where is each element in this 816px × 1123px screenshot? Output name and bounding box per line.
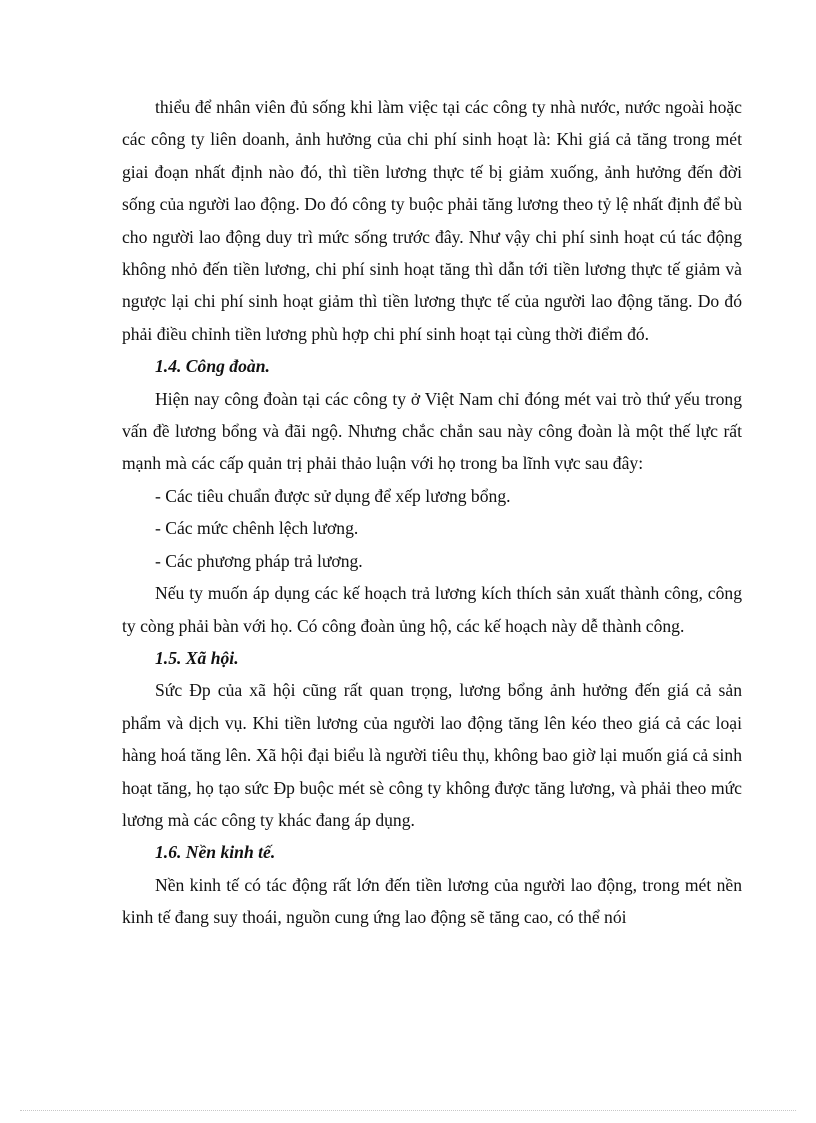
list-item: - Các phương pháp trả lương.	[155, 550, 363, 571]
section-heading-economy: 1.6. Nền kinh tế.	[155, 842, 276, 863]
list-item: - Các mức chênh lệch lương.	[155, 518, 359, 539]
paragraph-cost-of-living: thiểu để nhân viên đủ sống khi làm việc tại các công ty nhà nước, nước ngoài hoặc các công ty liên doanh, ảnh hưởng của chi phí sinh hoạt là: Khi giá cả tăng trong mét giai đoạn nhất định nào đó, thì tiền lương thực tế bị giảm xuống, ảnh hưởng đến đời sống của người lao động. Do đó công ty buộc phải tăng lương theo tỷ lệ nhất định để bù cho người lao động duy trì mức sống trước đây. Như vậy chi phí sinh hoạt cú tác động không nhỏ đến tiền lương, chi phí sinh hoạt tăng thì dẫn tới tiền lương thực tế giảm và ngược lại chi phí sinh hoạt giảm thì tiền lương thực tế của người lao động tăng. Do đó phải điều chỉnh tiền lương phù hợp chi phí sinh hoạt tại cùng thời điểm đó.	[122, 97, 742, 344]
section-heading-society: 1.5. Xã hội.	[155, 647, 239, 668]
paragraph-union-support: Nếu ty muốn áp dụng các kế hoạch trả lương kích thích sản xuất thành công, công ty còng phải bàn với họ. Có công đoàn ủng hộ, các kế hoạch này dễ thành công.	[122, 583, 742, 636]
paragraph-society: Sức Đp của xã hội cũng rất quan trọng, lương bổng ảnh hưởng đến giá cả sản phẩm và dịch vụ. Khi tiền lương của người lao động tăng lên kéo theo giá cả các loại hàng hoá tăng lên. Xã hội đại biểu là người tiêu thụ, không bao giờ lại muốn giá cả sinh hoạt tăng, họ tạo sức Đp buộc mét sè công ty không được tăng lương, và phải theo mức lương mà các công ty khác đang áp dụng.	[122, 680, 742, 830]
paragraph-economy: Nền kinh tế có tác động rất lớn đến tiền lương của người lao động, trong mét nền kinh tế đang suy thoái, nguồn cung ứng lao động sẽ tăng cao, có thể nói	[122, 874, 742, 928]
page-bottom-divider	[20, 1110, 796, 1111]
section-heading-union: 1.4. Công đoàn.	[155, 356, 270, 377]
document-body	[122, 91, 742, 934]
list-item: - Các tiêu chuẩn được sử dụng để xếp lương bổng.	[155, 485, 511, 506]
paragraph-union: Hiện nay công đoàn tại các công ty ở Việt Nam chỉ đóng mét vai trò thứ yếu trong vấn đề lương bổng và đãi ngộ. Nhưng chắc chắn sau này công đoàn là một thế lực rất mạnh mà các cấp quản trị phải thảo luận với họ trong ba lĩnh vực sau đây:	[122, 388, 742, 474]
